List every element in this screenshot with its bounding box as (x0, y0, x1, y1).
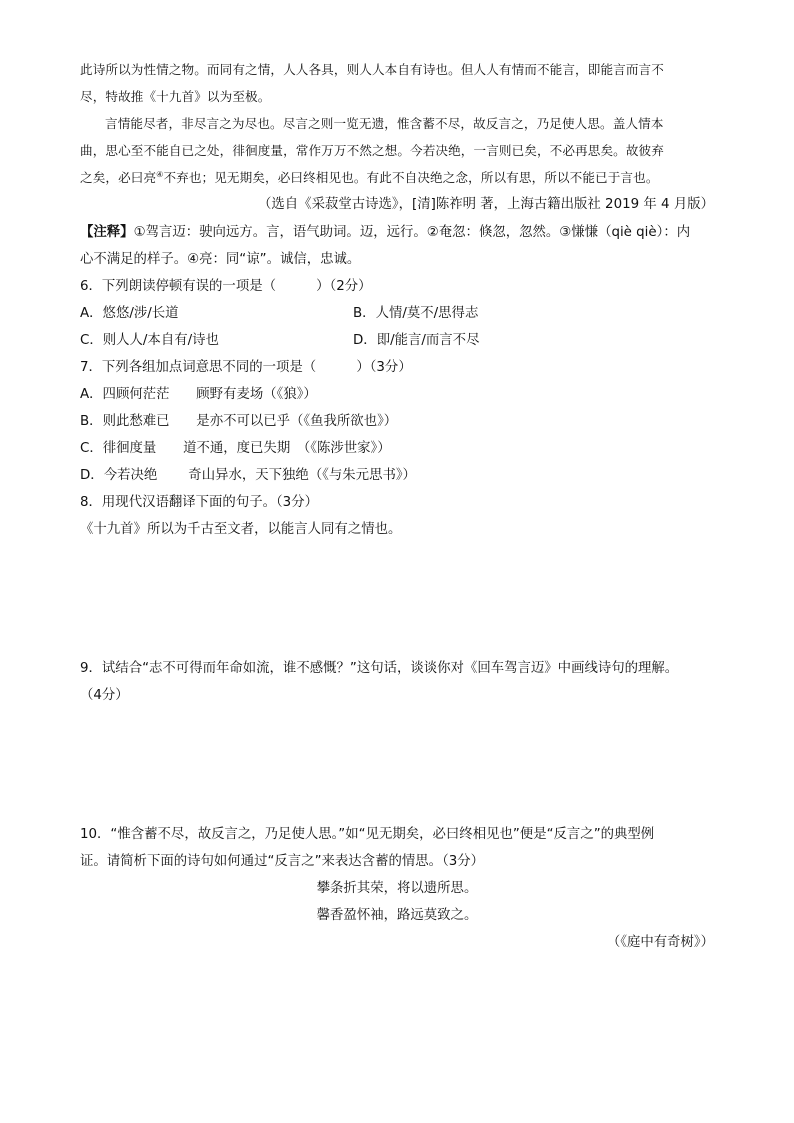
q10-poem-source: （《庭中有奇树》） (606, 935, 714, 950)
q9-line2: （4分） (80, 688, 129, 703)
q6-option-d: D．即/能言/而言不尽 (353, 333, 480, 348)
passage-p2-line1: 言情能尽者，非尽言之为尽也。尽言之则一览无遗，惟含蓄不尽，故反言之，乃足使人思。盖人情本 (105, 116, 664, 131)
passage-source: （选自《采菽堂古诗选》，[清]陈祚明 著，上海古籍出版社 2019 年 4 月版） (258, 197, 714, 212)
q9-line1: 9．试结合“志不可得而年命如流，谁不感慨？”这句话，谈谈你对《回车驾言迈》中画线诗句的理解。 (80, 661, 679, 676)
q6-option-a: A．悠悠/涉/长道 (80, 306, 179, 321)
q6-option-c: C．则人人/本自有/诗也 (80, 333, 219, 348)
q7-option-b: B．则此愁难已 是亦不可以已乎（《鱼我所欲也》） (80, 414, 398, 429)
q10-line2: 证。请简析下面的诗句如何通过“反言之”来表达含蓄的情思。（3分） (80, 854, 485, 869)
passage-p1-line1: 此诗所以为性情之物。而同有之情，人人各具，则人人本自有诗也。但人人有情而不能言，即能言而言不 (80, 62, 664, 77)
passage-p2-line2: 曲，思心至不能自已之处，徘徊度量，常作万万不然之想。今若决绝，一言则已矣，不必再思矣。故彼弃 (80, 143, 664, 158)
q10-line1: 10．“惟含蓄不尽，故反言之，乃足使人思。”如“见无期矣，必曰终相见也”便是“反言之”的典型例 (80, 827, 655, 842)
notes-line1 (80, 224, 690, 242)
q7-option-c: C．徘徊度量 道不通，度已失期 （《陈涉世家》） (80, 441, 391, 456)
passage-p2-line3 (80, 169, 659, 187)
notes-line2: 心不满足的样子。④亮：同“谅”。诚信，忠诚。 (80, 252, 361, 267)
q10-poem-line1: 攀条折其荣，将以遗所思。 (316, 881, 478, 896)
notes-text-1: ①驾言迈：驶向远方。言，语气助词。迈，远行。②奄忽：倏忽，忽然。③慊慊（qiè qiè）：内 (133, 225, 691, 240)
passage-p2-line3-part-b: 不弃也；见无期矣，必曰终相见也。有此不自决绝之念，所以有思，所以不能已于言也。 (163, 170, 659, 185)
passage-p1-line2: 尽，特故推《十九首》以为至极。 (80, 89, 271, 104)
q10-poem-line2: 馨香盈怀袖，路远莫致之。 (316, 908, 478, 923)
q8-stem: 8．用现代汉语翻译下面的句子。（3分） (80, 495, 318, 510)
q7-option-a: A．四顾何茫茫 顾野有麦场（《狼》） (80, 387, 317, 402)
q7-stem: 7．下列各组加点词意思不同的一项是（ ）（3分） (80, 360, 412, 375)
q7-option-d: D．今若决绝 奇山异水，天下独绝（《与朱元思书》） (80, 468, 416, 483)
q8-sentence: 《十九首》所以为千古至文者，以能言人同有之情也。 (80, 522, 402, 537)
note-marker-4: ④ (156, 169, 164, 179)
passage-p2-line3-part-a: 之矣，必曰亮 (80, 170, 157, 185)
q6-option-b: B．人情/莫不/思得志 (353, 306, 479, 321)
notes-label: 【注释】 (80, 225, 134, 240)
q6-stem: 6．下列朗读停顿有误的一项是（ ）（2分） (80, 279, 372, 294)
